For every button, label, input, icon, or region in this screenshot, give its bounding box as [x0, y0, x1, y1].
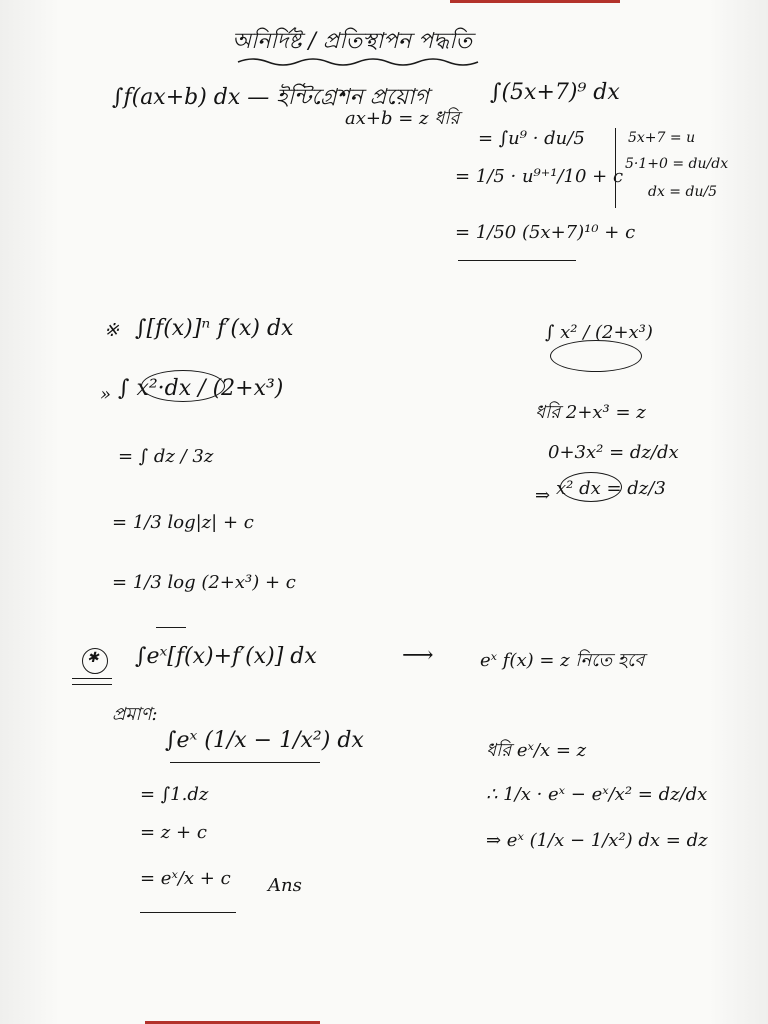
side-work-line: dx = du/5 [648, 184, 718, 200]
step-line: = ∫ dz / 3z [118, 446, 214, 467]
side-work-line: ধরি 2+x³ = z [535, 402, 646, 423]
side-work-line: 5·1+0 = du/dx [625, 156, 729, 172]
step-line: = eˣ/x + c [140, 868, 231, 889]
example-integral: ∫eˣ (1/x − 1/x²) dx [165, 728, 364, 753]
marker-underline [72, 684, 112, 685]
overline-mark [156, 627, 186, 628]
side-work-line: 0+3x² = dz/dx [548, 442, 679, 463]
bullet-icon: ※ [104, 320, 120, 341]
side-work-line: 5x+7 = u [628, 130, 696, 146]
result-underline [140, 912, 236, 913]
step-line: = ∫u⁹ · du/5 [478, 128, 585, 149]
step-line: = ∫1.dz [140, 784, 209, 805]
example-underline [170, 762, 320, 763]
rule-exponential: ∫eˣ[f(x)+f′(x)] dx [135, 644, 317, 669]
proof-label: প্রমাণ: [112, 704, 158, 725]
side-integral: ∫ x² / (2+x³) [545, 322, 653, 343]
side-work-line: ∴ 1/x · eˣ − eˣ/x² = dz/dx [486, 784, 708, 805]
result-underline [458, 260, 576, 261]
arrow-icon: ⟶ [402, 643, 434, 668]
side-work-line: ধরি eˣ/x = z [486, 740, 587, 761]
rule-power-substitution: ∫[f(x)]ⁿ f′(x) dx [135, 316, 294, 341]
example-integral: ∫(5x+7)⁹ dx [490, 80, 620, 105]
rule-linear-substitution: ∫f(ax+b) dx — ইন্টিগ্রেশন প্রয়োগ [112, 85, 429, 110]
substitution-note: ax+b = z ধরি [345, 108, 460, 129]
side-work-line: x² dx = dz/3 [556, 478, 666, 499]
arrow-icon: ⇒ [535, 485, 551, 506]
side-work-divider [615, 128, 616, 208]
page-title: অনির্দিষ্ট / প্রতিস্থাপন পদ্ধতি [232, 29, 473, 54]
answer-label: Ans [268, 875, 302, 896]
step-line: = 1/3 log (2+x³) + c [112, 572, 296, 593]
step-line: = 1/50 (5x+7)¹⁰ + c [455, 222, 636, 243]
marker-underline [72, 678, 112, 679]
example-integral: ∫ x²·dx / (2+x³) [118, 376, 284, 401]
side-work-line: ⇒ eˣ (1/x − 1/x²) dx = dz [486, 830, 708, 851]
highlight-circle [141, 370, 225, 402]
step-line: = 1/3 log|z| + c [112, 512, 254, 533]
arrow-note: eˣ f(x) = z নিতে হবে [480, 650, 645, 671]
step-line: = z + c [140, 822, 207, 843]
bullet-icon: » [100, 384, 112, 405]
highlight-circle [550, 340, 642, 372]
highlight-circle [560, 472, 622, 502]
asterisk-icon: ✱ [87, 650, 99, 666]
step-line: = 1/5 · u⁹⁺¹/10 + c [455, 166, 624, 187]
